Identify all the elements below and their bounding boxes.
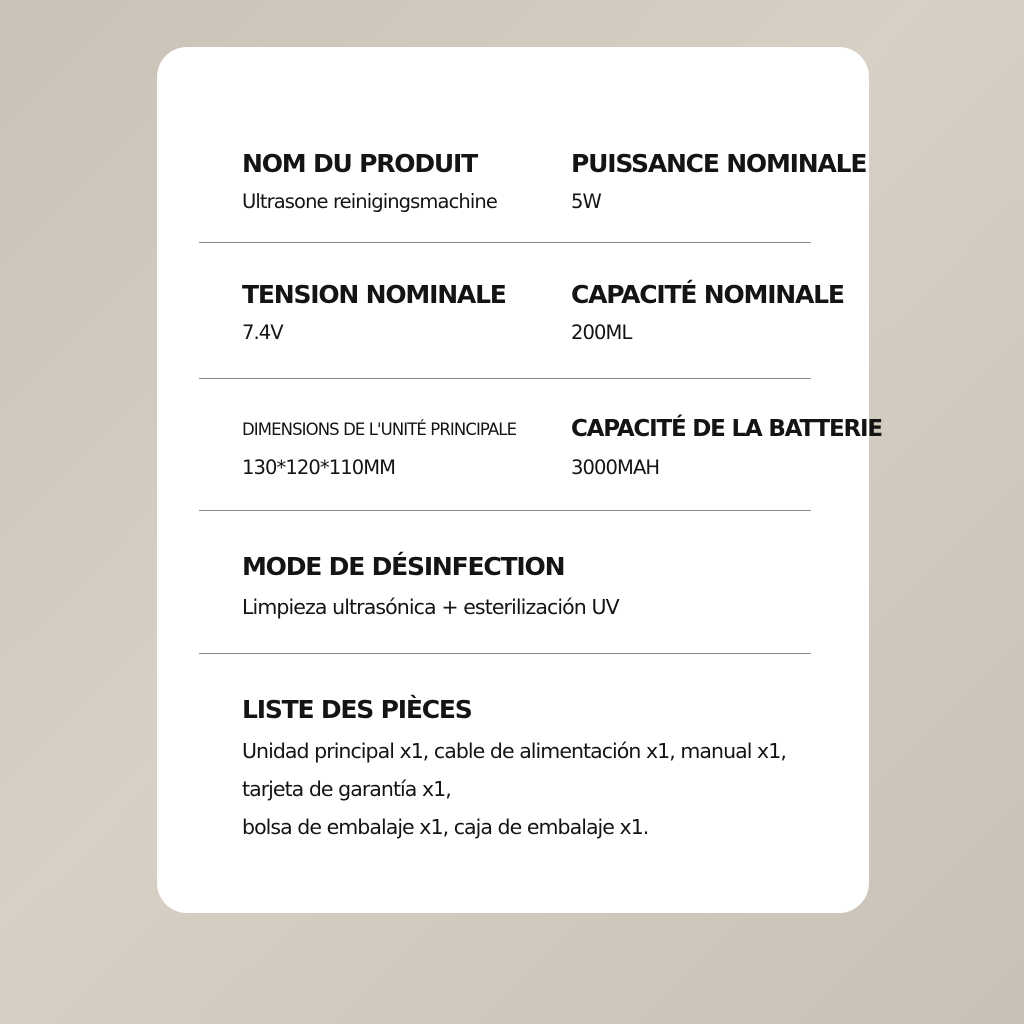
disinfection-mode-value: Limpieza ultrasónica + esterilización UV [242, 595, 619, 619]
rated-voltage-value: 7.4V [242, 321, 283, 344]
product-name-value: Ultrasone reinigingsmachine [242, 190, 497, 213]
parts-list-line: Unidad principal x1, cable de alimentación x1, manual x1, [242, 739, 786, 763]
dimensions-value: 130*120*110MM [242, 456, 396, 479]
rated-voltage-label: TENSION NOMINALE [242, 280, 506, 309]
parts-list-label: LISTE DES PIÈCES [242, 695, 472, 724]
battery-capacity-value: 3000MAH [571, 456, 660, 479]
divider [199, 378, 811, 379]
rated-power-value: 5W [571, 190, 601, 213]
battery-capacity-label: CAPACITÉ DE LA BATTERIE [571, 416, 882, 442]
disinfection-mode-label: MODE DE DÉSINFECTION [242, 552, 565, 581]
divider [199, 510, 811, 511]
product-name-label: NOM DU PRODUIT [242, 149, 477, 178]
rated-capacity-value: 200ML [571, 321, 632, 344]
rated-power-label: PUISSANCE NOMINALE [571, 149, 867, 178]
divider [199, 653, 811, 654]
parts-list-text [242, 732, 786, 846]
parts-list-line: tarjeta de garantía x1, [242, 777, 451, 801]
rated-capacity-label: CAPACITÉ NOMINALE [571, 280, 844, 309]
divider [199, 242, 811, 243]
parts-list-line: bolsa de embalaje x1, caja de embalaje x1. [242, 815, 649, 839]
dimensions-label: DIMENSIONS DE L'UNITÉ PRINCIPALE [242, 420, 517, 439]
spec-card [157, 47, 882, 913]
